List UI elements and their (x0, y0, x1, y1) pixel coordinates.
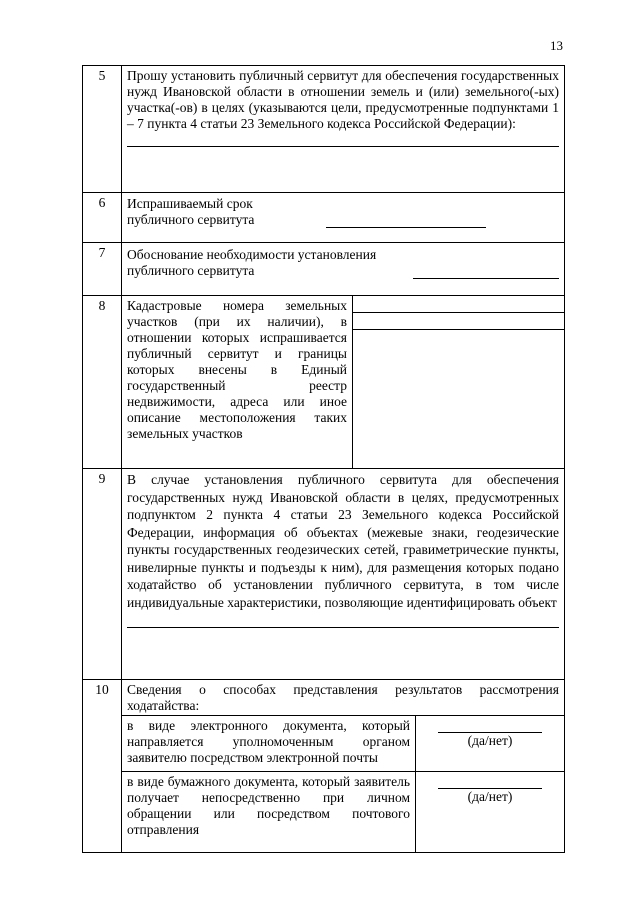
form-row-10 (83, 680, 565, 853)
justification-label-line2: публичного сервитута (127, 263, 255, 278)
term-input-line[interactable] (326, 227, 486, 228)
delivery-methods-heading: Сведения о способах представления результатов рассмотрения ходатайства: (127, 682, 559, 713)
paper-answer-hint: (да/нет) (467, 789, 513, 804)
cadastral-input-1[interactable] (353, 296, 565, 313)
justification-label-line1: Обоснование необходимости установления (127, 247, 377, 262)
application-form-table (82, 65, 565, 853)
form-row-9 (83, 469, 565, 680)
term-label-line2: публичного сервитута (127, 212, 255, 227)
justification-input-line[interactable] (413, 278, 559, 279)
row-number: 6 (83, 193, 122, 243)
row-number: 9 (83, 469, 122, 680)
cadastral-label: Кадастровые номера земельных участков (при их наличии), в отношении которых испрашивается публичный сервитут и границы которых внесены в Единый государственный реестр недвижимости, адреса или иное описание местоположения таких земельных участков (127, 298, 347, 441)
form-row-5 (83, 66, 565, 193)
objects-info-text: В случае установления публичного сервитута для обеспечения государственных нужд Ивановской области в целях, предусмотренных подпунктом 2 пункта 4 статьи 23 Земельного кодекса Российской Федерации, информация об объектах (межевые знаки, геодезические пункты государственных геодезических сетей, гравиметрические пункты, нивелирные пункты и подъезды к ним), для размещения которых подано ходатайство об установлении публичного сервитута, в том числе индивидуальные характеристики, позволяющие идентифицировать объект (127, 472, 559, 610)
term-label-line1: Испрашиваемый срок (127, 196, 253, 211)
cadastral-input-3[interactable] (353, 330, 565, 469)
service-purpose-text: Прошу установить публичный сервитут для обеспечения государственных нужд Ивановской области в отношении земель и (или) земельного(-ых) участка(-ов) в целях (указываются цели, предусмотренные подпунктами 1 – 7 пункта 4 статьи 23 Земельного кодекса Российской Федерации): (127, 68, 559, 131)
electronic-answer-hint: (да/нет) (467, 733, 513, 748)
form-row-8 (83, 296, 565, 469)
form-row-6 (83, 193, 565, 243)
row-number: 5 (83, 66, 122, 193)
paper-option-text: в виде бумажного документа, который заявитель получает непосредственно при личном обращении или посредством почтового отправления (127, 774, 410, 837)
purpose-input-line[interactable] (127, 146, 559, 147)
row-number: 8 (83, 296, 122, 469)
row-number: 7 (83, 243, 122, 296)
cadastral-input-2[interactable] (353, 313, 565, 330)
page-number: 13 (550, 38, 563, 53)
row-number: 10 (83, 680, 122, 853)
form-row-7 (83, 243, 565, 296)
objects-input-line[interactable] (127, 627, 559, 628)
electronic-option-text: в виде электронного документа, который направляется уполномоченным органом заявителю посредством электронной почты (127, 718, 410, 765)
